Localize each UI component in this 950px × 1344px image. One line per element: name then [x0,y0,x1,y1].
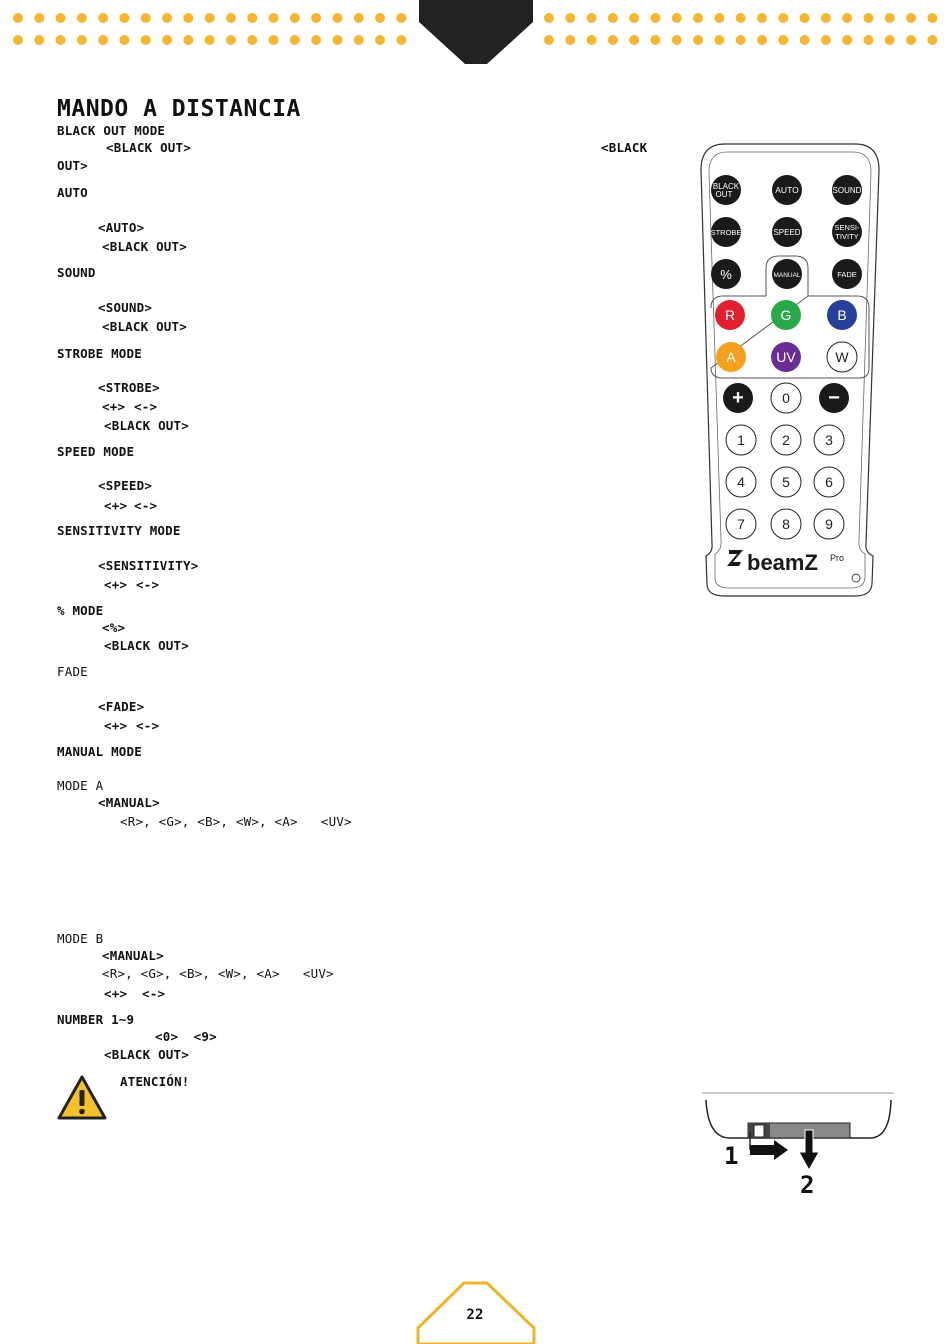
header-dot [736,35,746,45]
battery-illustration [700,1090,896,1200]
header-dot [672,13,682,23]
auto-heading: AUTO [57,185,88,200]
header-dot [98,35,108,45]
header-dot [183,13,193,23]
header-dot [205,35,215,45]
mode-b-colors: <R>, <G>, <B>, <W>, <A> <UV> [102,966,334,981]
fade-minus: <-> [136,718,160,733]
fade-key: <FADE> [98,699,145,714]
sound-key: <SOUND> [98,300,153,315]
header-dot [13,13,23,23]
mode-b-minus: <-> [142,986,166,1001]
number-blackout: <BLACK OUT> [104,1047,189,1062]
sound-button-label: SOUND [832,186,862,195]
number-keys: <0> <9> [155,1029,217,1044]
header-dot [141,13,151,23]
strobe-minus: <-> [134,399,158,414]
header-dot [629,35,639,45]
header-dot [565,13,575,23]
header-dot [56,35,66,45]
header-dot [247,13,257,23]
header-dot [120,35,130,45]
header-dot [927,35,937,45]
header-dot [290,13,300,23]
percent-heading: % MODE [57,603,104,618]
number-4-label: 4 [737,474,745,490]
header-dot [906,13,916,23]
header-dot [311,35,321,45]
remote-illustration [695,138,885,600]
page-number: 22 [466,1307,484,1323]
white-button-label: W [835,349,849,365]
strobe-key: <STROBE> [98,380,160,395]
warning-icon [57,1075,107,1121]
mode-b-plus: <+> [104,986,128,1001]
minus-button-label: − [828,387,840,409]
header-dot [311,13,321,23]
header-dot [333,35,343,45]
mode-a-heading: MODE A [57,778,104,793]
header-dot [821,13,831,23]
mode-a-key: <MANUAL> [98,795,160,810]
number-7-label: 7 [737,516,745,532]
mode-b-heading: MODE B [57,931,104,946]
fade-plus: <+> [104,718,128,733]
manual-button-label: MANUAL [773,272,801,279]
header-dot [375,13,385,23]
sound-blackout: <BLACK OUT> [102,319,187,334]
header-dot [906,35,916,45]
speed-button-label: SPEED [773,228,801,237]
percent-button-label: % [720,267,732,282]
header-dot [608,13,618,23]
number-heading: NUMBER 1~9 [57,1012,135,1027]
header-dot [162,35,172,45]
battery-step-2: 2 [800,1171,815,1199]
percent-key: <%> [102,620,126,635]
header-dot [757,13,767,23]
blackout-button-label-2: OUT [715,190,733,199]
sound-heading: SOUND [57,265,96,280]
red-button-label: R [724,307,736,323]
header-dot [693,13,703,23]
header-dot [864,35,874,45]
header-dot [544,35,554,45]
header-dot [714,35,724,45]
header-dot [333,13,343,23]
header-dot [77,35,87,45]
header-dot [629,13,639,23]
header-dot [56,13,66,23]
blackout-key-2: <BLACK [601,140,648,155]
header-dot [927,13,937,23]
header-dot [77,13,87,23]
header-tab [415,0,537,68]
header-dot [120,13,130,23]
header-dot [34,35,44,45]
sensitivity-minus: <-> [136,577,160,592]
sensitivity-heading: SENSITIVITY MODE [57,523,181,538]
fade-button-label: FADE [837,270,857,279]
speed-minus: <-> [134,498,158,513]
page-title: MANDO A DISTANCIA [57,96,301,122]
strobe-heading: STROBE MODE [57,346,142,361]
number-3-label: 3 [825,432,833,448]
speed-plus: <+> [104,498,128,513]
auto-blackout: <BLACK OUT> [102,239,187,254]
header-dot [354,13,364,23]
header-dot [183,35,193,45]
speed-heading: SPEED MODE [57,444,135,459]
header-dot [354,35,364,45]
number-2-label: 2 [782,432,790,448]
header-dot [205,13,215,23]
green-button-label: G [780,307,792,323]
number-6-label: 6 [825,474,833,490]
mode-a-colors: <R>, <G>, <B>, <W>, <A> <UV> [120,814,352,829]
number-9-label: 9 [825,516,833,532]
sensitivity-plus: <+> [104,577,128,592]
warning-heading: ATENCIÓN! [120,1074,190,1089]
header-dot [885,35,895,45]
header-dot [565,35,575,45]
header-dot [98,13,108,23]
speed-key: <SPEED> [98,478,153,493]
blackout-heading: BLACK OUT MODE [57,123,166,138]
brand-logo: beamZ [747,550,818,575]
header-dot [290,35,300,45]
blue-button-label: B [837,307,847,323]
header-dot [672,35,682,45]
header-dot [693,35,703,45]
strobe-button-label: STROBE [710,228,742,237]
header-dot [269,13,279,23]
header-dot [396,13,406,23]
header-dot [226,35,236,45]
header-dot [375,35,385,45]
header-dot [821,35,831,45]
battery-step-1: 1 [724,1142,739,1170]
header-dot [736,13,746,23]
header-dot [842,13,852,23]
header-dot [885,13,895,23]
header-dot [842,35,852,45]
blackout-key: <BLACK OUT> [106,140,191,155]
number-5-label: 5 [782,474,790,490]
header-dot [864,13,874,23]
sensitivity-button-label-1: SENSI- [834,223,860,232]
header-dot [162,13,172,23]
header-dot [141,35,151,45]
strobe-plus: <+> [102,399,126,414]
sensitivity-button-label-2: TIVITY [835,232,859,241]
number-1-label: 1 [737,432,745,448]
header-dot [34,13,44,23]
header-dot [269,35,279,45]
brand-logo-sup: Pro [830,553,845,563]
plus-button-label: + [732,387,744,409]
header-dot [651,35,661,45]
header-dot [800,35,810,45]
manual-heading: MANUAL MODE [57,744,142,759]
header-dot [587,35,597,45]
blackout-button-label-1: BLACK [712,182,740,191]
header-dot [651,13,661,23]
uv-button-label: UV [776,349,796,365]
auto-button-label: AUTO [775,185,799,195]
strobe-blackout: <BLACK OUT> [104,418,189,433]
header-dot [396,35,406,45]
amber-button-label: A [726,349,736,365]
auto-key: <AUTO> [98,220,145,235]
header-dot [778,13,788,23]
header-dot [778,35,788,45]
mode-b-key: <MANUAL> [102,948,164,963]
header-dot [608,35,618,45]
header-dot [714,13,724,23]
number-8-label: 8 [782,516,790,532]
header-dot [757,35,767,45]
header-dot [247,35,257,45]
header-dot [13,35,23,45]
number-keypad [726,425,844,539]
header-dot [226,13,236,23]
percent-blackout: <BLACK OUT> [104,638,189,653]
header-dot [800,13,810,23]
header-dot [544,13,554,23]
sensitivity-key: <SENSITIVITY> [98,558,199,573]
fade-heading: FADE [57,664,88,679]
zero-button-label: 0 [782,390,790,406]
blackout-key-3: OUT> [57,158,88,173]
header-dot [587,13,597,23]
